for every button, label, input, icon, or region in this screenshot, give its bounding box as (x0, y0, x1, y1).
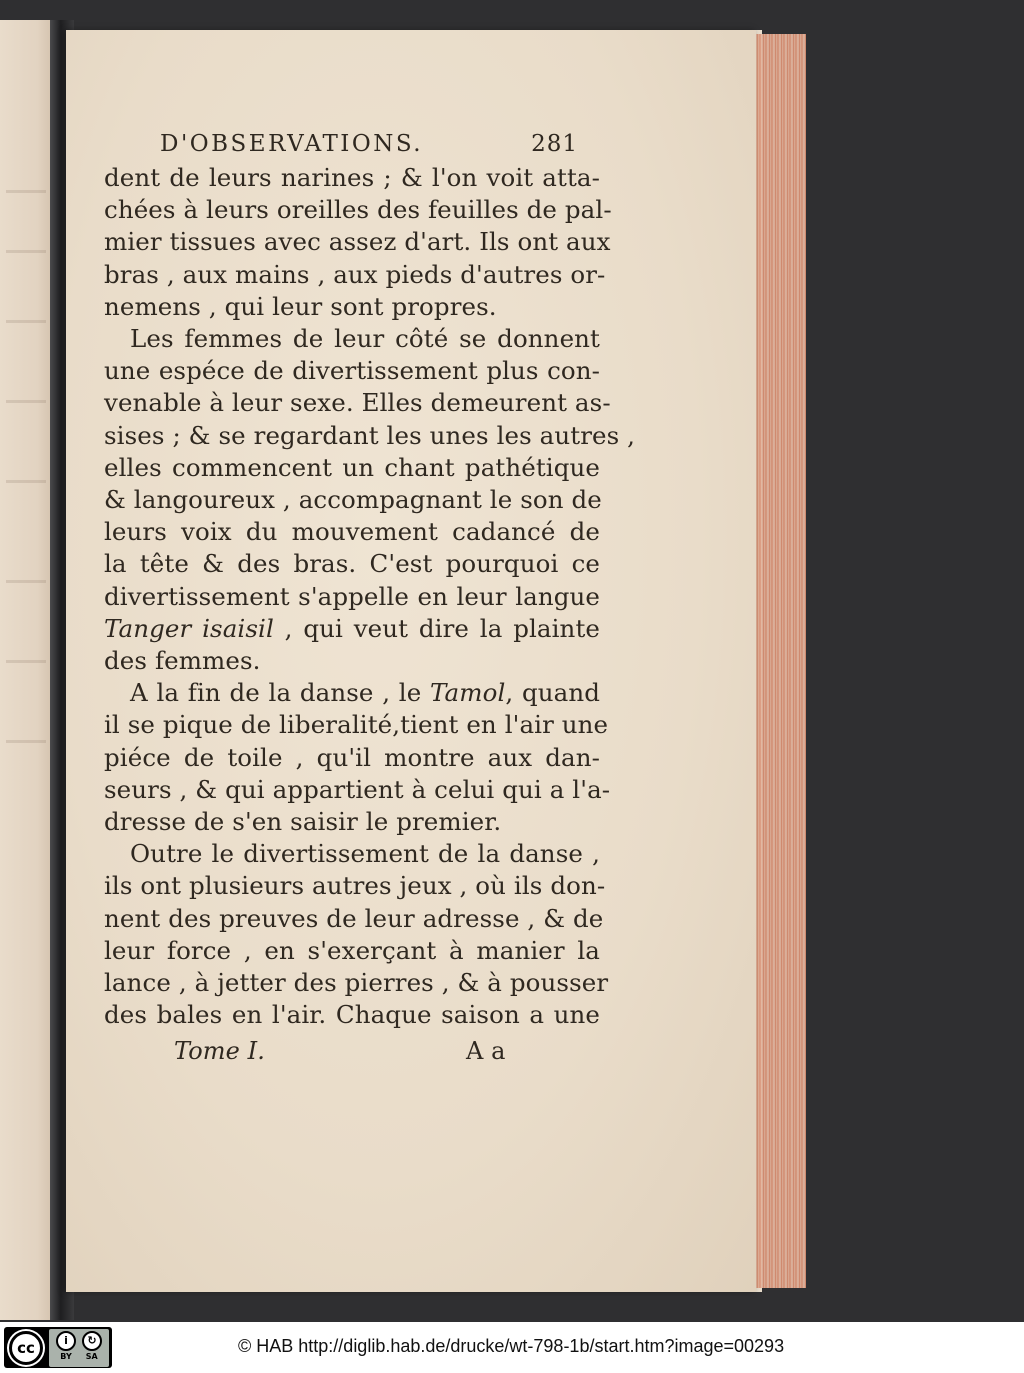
sa-label: SA (85, 1351, 98, 1361)
ghost-text-line (6, 660, 46, 663)
ghost-text-line (6, 400, 46, 403)
cc-by-sa-badge[interactable] (4, 1327, 112, 1368)
text-line (104, 452, 600, 484)
text-line-segment: leurs voix du mouvement cadancé de (104, 517, 600, 547)
text-line-segment: sises ; & se regardant les unes les autres , (104, 420, 636, 450)
text-line-segment: la tête & des bras. C'est pourquoi ce (104, 549, 600, 579)
text-line-segment: divertissement s'appelle en leur langue (104, 581, 600, 611)
text-line-segment: lance , à jetter des pierres , & à pousser (104, 968, 609, 998)
text-line-segment: & langoureux , accompagnant le son de (104, 485, 602, 515)
text-line (104, 420, 636, 452)
copyright-credit[interactable]: © HAB http://diglib.hab.de/drucke/wt-798-1b/start.htm?image=00293 (238, 1336, 785, 1356)
text-line (104, 387, 611, 419)
ghost-text-line (6, 580, 46, 583)
text-line-segment: des femmes. (104, 646, 261, 676)
page-number: 281 (531, 131, 578, 157)
text-line-segment: chées à leurs oreilles des feuilles de pal- (104, 195, 612, 225)
text-line-segment: elles commencent un chant pathétique (104, 452, 600, 482)
text-line (104, 838, 600, 870)
text-line-segment: une espéce de divertissement plus con- (104, 356, 600, 386)
share-alike-icon: ↻ (82, 1331, 102, 1351)
text-line (104, 323, 600, 355)
text-line (104, 162, 600, 194)
cc-conditions (49, 1329, 109, 1367)
text-line (104, 259, 606, 291)
text-line-segment: Les femmes de leur côté se donnent (130, 324, 600, 354)
ghost-text-line (6, 320, 46, 323)
ghost-text-line (6, 250, 46, 253)
text-line-segment: des bales en l'air. Chaque saison a une (104, 1000, 600, 1030)
page-footer (104, 1035, 600, 1069)
text-line (104, 967, 609, 999)
text-line-segment: nent des preuves de leur adresse , & de (104, 903, 604, 933)
text-line-segment: venable à leur sexe. Elles demeurent as- (104, 388, 611, 418)
text-line (104, 484, 600, 516)
text-line-segment: bras , aux mains , aux pieds d'autres or- (104, 259, 606, 289)
text-line (104, 226, 611, 258)
text-line (104, 774, 611, 806)
running-header (104, 128, 600, 162)
text-line-segment: Outre le divertissement de la danse , (130, 839, 600, 869)
text-line-segment: nemens , qui leur sont propres. (104, 291, 497, 321)
italic-term: Tamol (430, 678, 506, 708)
text-line (104, 903, 604, 935)
text-line-segment: seurs , & qui appartient à celui qui a l'a- (104, 774, 611, 804)
text-line-segment: piéce de toile , qu'il montre aux dan- (104, 742, 600, 772)
text-line (104, 516, 600, 548)
text-line-segment: leur force , en s'exerçant à manier la (104, 935, 600, 965)
text-line (104, 935, 600, 967)
text-line (104, 806, 600, 838)
text-line (104, 194, 612, 226)
license-bar (0, 1322, 1024, 1373)
text-line (104, 709, 609, 741)
body-text (104, 162, 636, 1031)
text-line (104, 581, 600, 613)
text-line-segment: dent de leurs narines ; & l'on voit atta- (104, 163, 600, 192)
volume-label: Tome I. (174, 1037, 265, 1066)
text-line-segment: mier tissues avec assez d'art. Ils ont aux (104, 227, 611, 257)
text-line-segment: A la fin de la danse , le (130, 678, 431, 708)
ghost-text-line (6, 740, 46, 743)
italic-term: Tanger isaisil (104, 613, 274, 643)
running-head: D'OBSERVATIONS. (160, 131, 424, 157)
text-line (104, 870, 606, 902)
text-line (104, 291, 600, 323)
text-line (104, 742, 600, 774)
ghost-text-line (6, 190, 46, 193)
text-line-segment: , quand (505, 678, 600, 708)
cc-icon: cc (9, 1331, 43, 1365)
signature-mark: A a (466, 1037, 506, 1066)
text-line (104, 548, 600, 580)
by-label: BY (60, 1351, 72, 1361)
text-line-segment: , qui veut dire la plainte (273, 613, 600, 643)
text-line-segment: dresse de s'en saisir le premier. (104, 807, 502, 837)
page-text-block (104, 128, 636, 1069)
text-line (104, 355, 600, 387)
text-line (104, 613, 600, 645)
text-line-segment: il se pique de liberalité,tient en l'air une (104, 710, 609, 740)
text-line-segment: ils ont plusieurs autres jeux , où ils don- (104, 871, 606, 901)
text-line (104, 645, 600, 677)
text-line (104, 677, 600, 709)
ghost-text-line (6, 480, 46, 483)
attribution-icon: i (56, 1331, 76, 1351)
text-line (104, 999, 600, 1031)
red-page-edges (752, 34, 806, 1288)
